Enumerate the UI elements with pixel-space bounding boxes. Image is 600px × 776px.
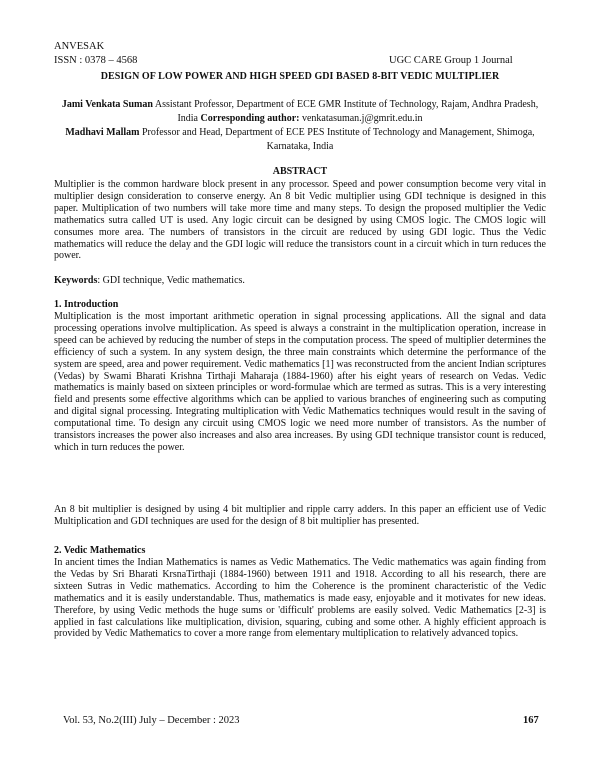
introduction-paragraph-2: An 8 bit multiplier is designed by using 4 bit multiplier and ripple carry adders. In this paper an efficient use of Vedic Multiplication and GDI techniques are used for the design of 8 bit multiplier has presented. — [54, 504, 546, 527]
paper-title: DESIGN OF LOW POWER AND HIGH SPEED GDI BASED 8-BIT VEDIC MULTIPLIER — [100, 71, 500, 82]
abstract-text: Multiplier is the common hardware block present in any processor. Speed and power consumption become very vital in multiplier design consideration to conserve energy. An 8 bit Vedic multiplier using GDI technique is designed in this paper. Multiplication of two numbers will take more time and many steps. To design the proposed multiplier the Vedic mathematics sutra called UT is used. Any logic circuit can be designed by using CMOS logic. The CMOS logic will consumes more area. The numbers of transistors in the circuit are reduced by using GDI logic. Thus the Vedic mathematics will reduce the delay and the GDI logic will reduce the transistors count in a circuit which in turn reduces the power. — [54, 179, 546, 262]
author1-name: Jami Venkata Suman — [61, 99, 153, 110]
vedic-mathematics-paragraph: In ancient times the Indian Mathematics is names as Vedic Mathematics. The Vedic mathematics was again finding from the Vedas by Sri Bharati KrsnaTirthaji (1884-1960) between 1911 and 1918. According to all his research, there are sixteen Sutras in Vedic mathematics. According to him the Coherence is the prominent characteristic of the Vedic mathematics and it is easily understandable. Thus, mathematics is made easy, enjoyable and it motivates for new ideas. Therefore, by using Vedic methods the huge sums or 'difficult' problems are easily solved. Vedic Mathematics [2-3] is applied in fast calculations like multiplication, division, squaring, cubing and some other. A highly efficient approach is provided by Vedic Mathematics to cover a more range from elementary multiplication to relatively advanced topics. — [54, 557, 546, 640]
introduction-paragraph-1: Multiplication is the most important arithmetic operation in signal processing applications. All the signal and data processing operations involve multiplication. As speed is always a constraint in the multiplication operation, increase in speed can be achieved by reducing the number of steps in the computation process. The speed of multiplier determines the efficiency of such a system. In any system design, the three main constraints which determine the performance of the system are speed, area and power requirement. Vedic mathematics [1] was reconstructed from the ancient Indian scriptures (Vedas) by Swami Bharati Krishna Tirthaji Maharaja (1884-1960) after his eight years of research on Vedas. Vedic mathematics is mainly based on sixteen principles or word-formulae which are termed as sutras. This is a very interesting field and presents some effective algorithms which can be applied to various branches of engineering such as computing and digital signal processing. Integrating multiplication with Vedic Mathematics techniques would result in the saving of computational time. To design any circuit using CMOS logic we need more number of transistors. As the number of transistors increases the power also increases and also area increases. By using GDI technique transistor count is reduced, which in turn reduces the power. — [54, 311, 546, 453]
abstract-heading: ABSTRACT — [272, 166, 328, 177]
author-block — [54, 98, 546, 154]
corresponding-email: venkatasuman.j@gmrit.edu.in — [299, 113, 423, 124]
footer-volume: Vol. 53, No.2(III) July – December : 2023 — [63, 715, 240, 726]
author2-affiliation: Professor and Head, Department of ECE PES Institute of Technology and Management, Shimoga, Karnataka, India — [139, 127, 535, 152]
ugc-care-label: UGC CARE Group 1 Journal — [389, 55, 513, 66]
author2-name: Madhavi Mallam — [65, 127, 140, 138]
page-number: 167 — [523, 715, 539, 726]
author1-affiliation: Assistant Professor, Department of ECE GMR Institute of Technology, Rajam, Andhra Pradesh, India — [152, 99, 539, 124]
corresponding-label: Corresponding author: — [200, 113, 300, 124]
keywords-text: : GDI technique, Vedic mathematics. — [97, 275, 245, 286]
issn: ISSN : 0378 – 4568 — [54, 55, 138, 66]
keywords-line — [54, 275, 546, 287]
introduction-heading: 1. Introduction — [54, 299, 119, 310]
journal-name: ANVESAK — [54, 41, 105, 52]
vedic-mathematics-heading: 2. Vedic Mathematics — [54, 545, 146, 556]
keywords-label: Keywords — [54, 275, 98, 286]
